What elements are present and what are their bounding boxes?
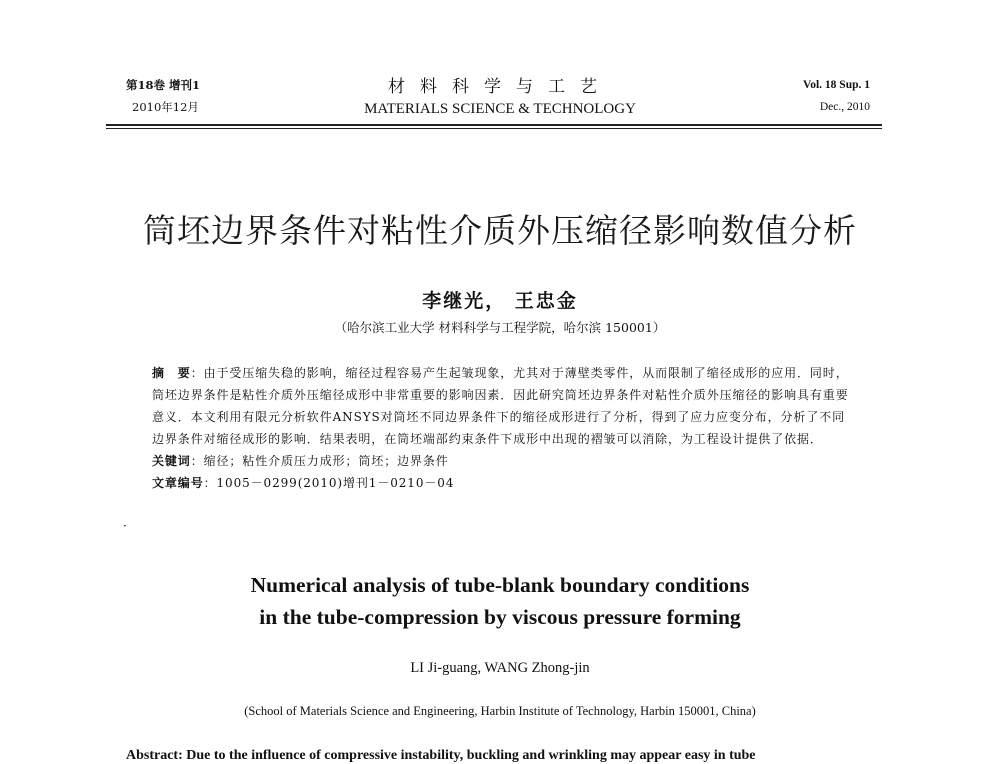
article-number-text: ：1005－0299(2010)增刊1－0210－04 [203, 476, 455, 490]
header-right [803, 74, 870, 118]
affiliation-en: (School of Materials Science and Engineering, Harbin Institute of Technology, Harbin 150001, China) [244, 704, 756, 718]
header-rule-thin [106, 128, 882, 129]
journal-name-cn: 材料科学与工艺 [388, 77, 612, 97]
abstract-label: 摘 要 [152, 366, 191, 380]
authors-en: LI Ji-guang, WANG Zhong-jin [410, 660, 590, 676]
affiliation-cn: （哈尔滨工业大学 材料科学与工程学院，哈尔滨 150001） [334, 320, 666, 335]
volume-cn: 第18卷 增刊1 [126, 78, 201, 92]
abstract-text: ：由于受压缩失稳的影响，缩径过程容易产生起皱现象，尤其对于薄壁类零件，从而限制了缩径成形的应用．同时，筒坯边界条件是粘性介质外压缩径成形中非常重要的影响因素．因此研究筒坯边界条件对粘性介质外压缩径的影响具有重要意义．本文利用有限元分析软件ANSYS对筒坯不同边界条件下的缩径成形进行了分析，得到了应力应变分布，分析了不同边界条件对缩径成形的影响．结果表明，在筒坯端部约束条件下成形中出现的褶皱可以消除，为工程设计提供了依据． [152, 366, 849, 446]
journal-name-en: MATERIALS SCIENCE & TECHNOLOGY [364, 101, 636, 117]
abstract-cn [152, 362, 852, 450]
keywords-label: 关键词 [152, 454, 191, 468]
header-rule-thick [106, 124, 882, 126]
abstract-block-cn [152, 362, 852, 494]
paper-title-cn: 筒坯边界条件对粘性介质外压缩径影响数值分析 [143, 211, 857, 250]
date-cn: 2010年12月 [132, 100, 199, 114]
article-number [152, 472, 852, 494]
title-en-line-2: in the tube-compression by viscous pressure forming [259, 605, 741, 629]
paper-title-en [0, 569, 1000, 633]
title-en-line-1: Numerical analysis of tube-blank boundary conditions [250, 573, 750, 597]
margin-mark: · [123, 519, 127, 533]
abstract-en-partial: Abstract: Due to the influence of compressive instability, buckling and wrinkling may appear easy in tube [126, 748, 756, 763]
keywords-cn [152, 450, 852, 472]
volume-en: Vol. 18 Sup. 1 [802, 79, 870, 91]
authors-cn: 李继光， 王忠金 [422, 290, 578, 312]
date-en: Dec., 2010 [819, 101, 870, 113]
article-number-label: 文章编号 [152, 476, 204, 490]
keywords-text: ：缩径；粘性介质压力成形；筒坯；边界条件 [190, 454, 449, 468]
